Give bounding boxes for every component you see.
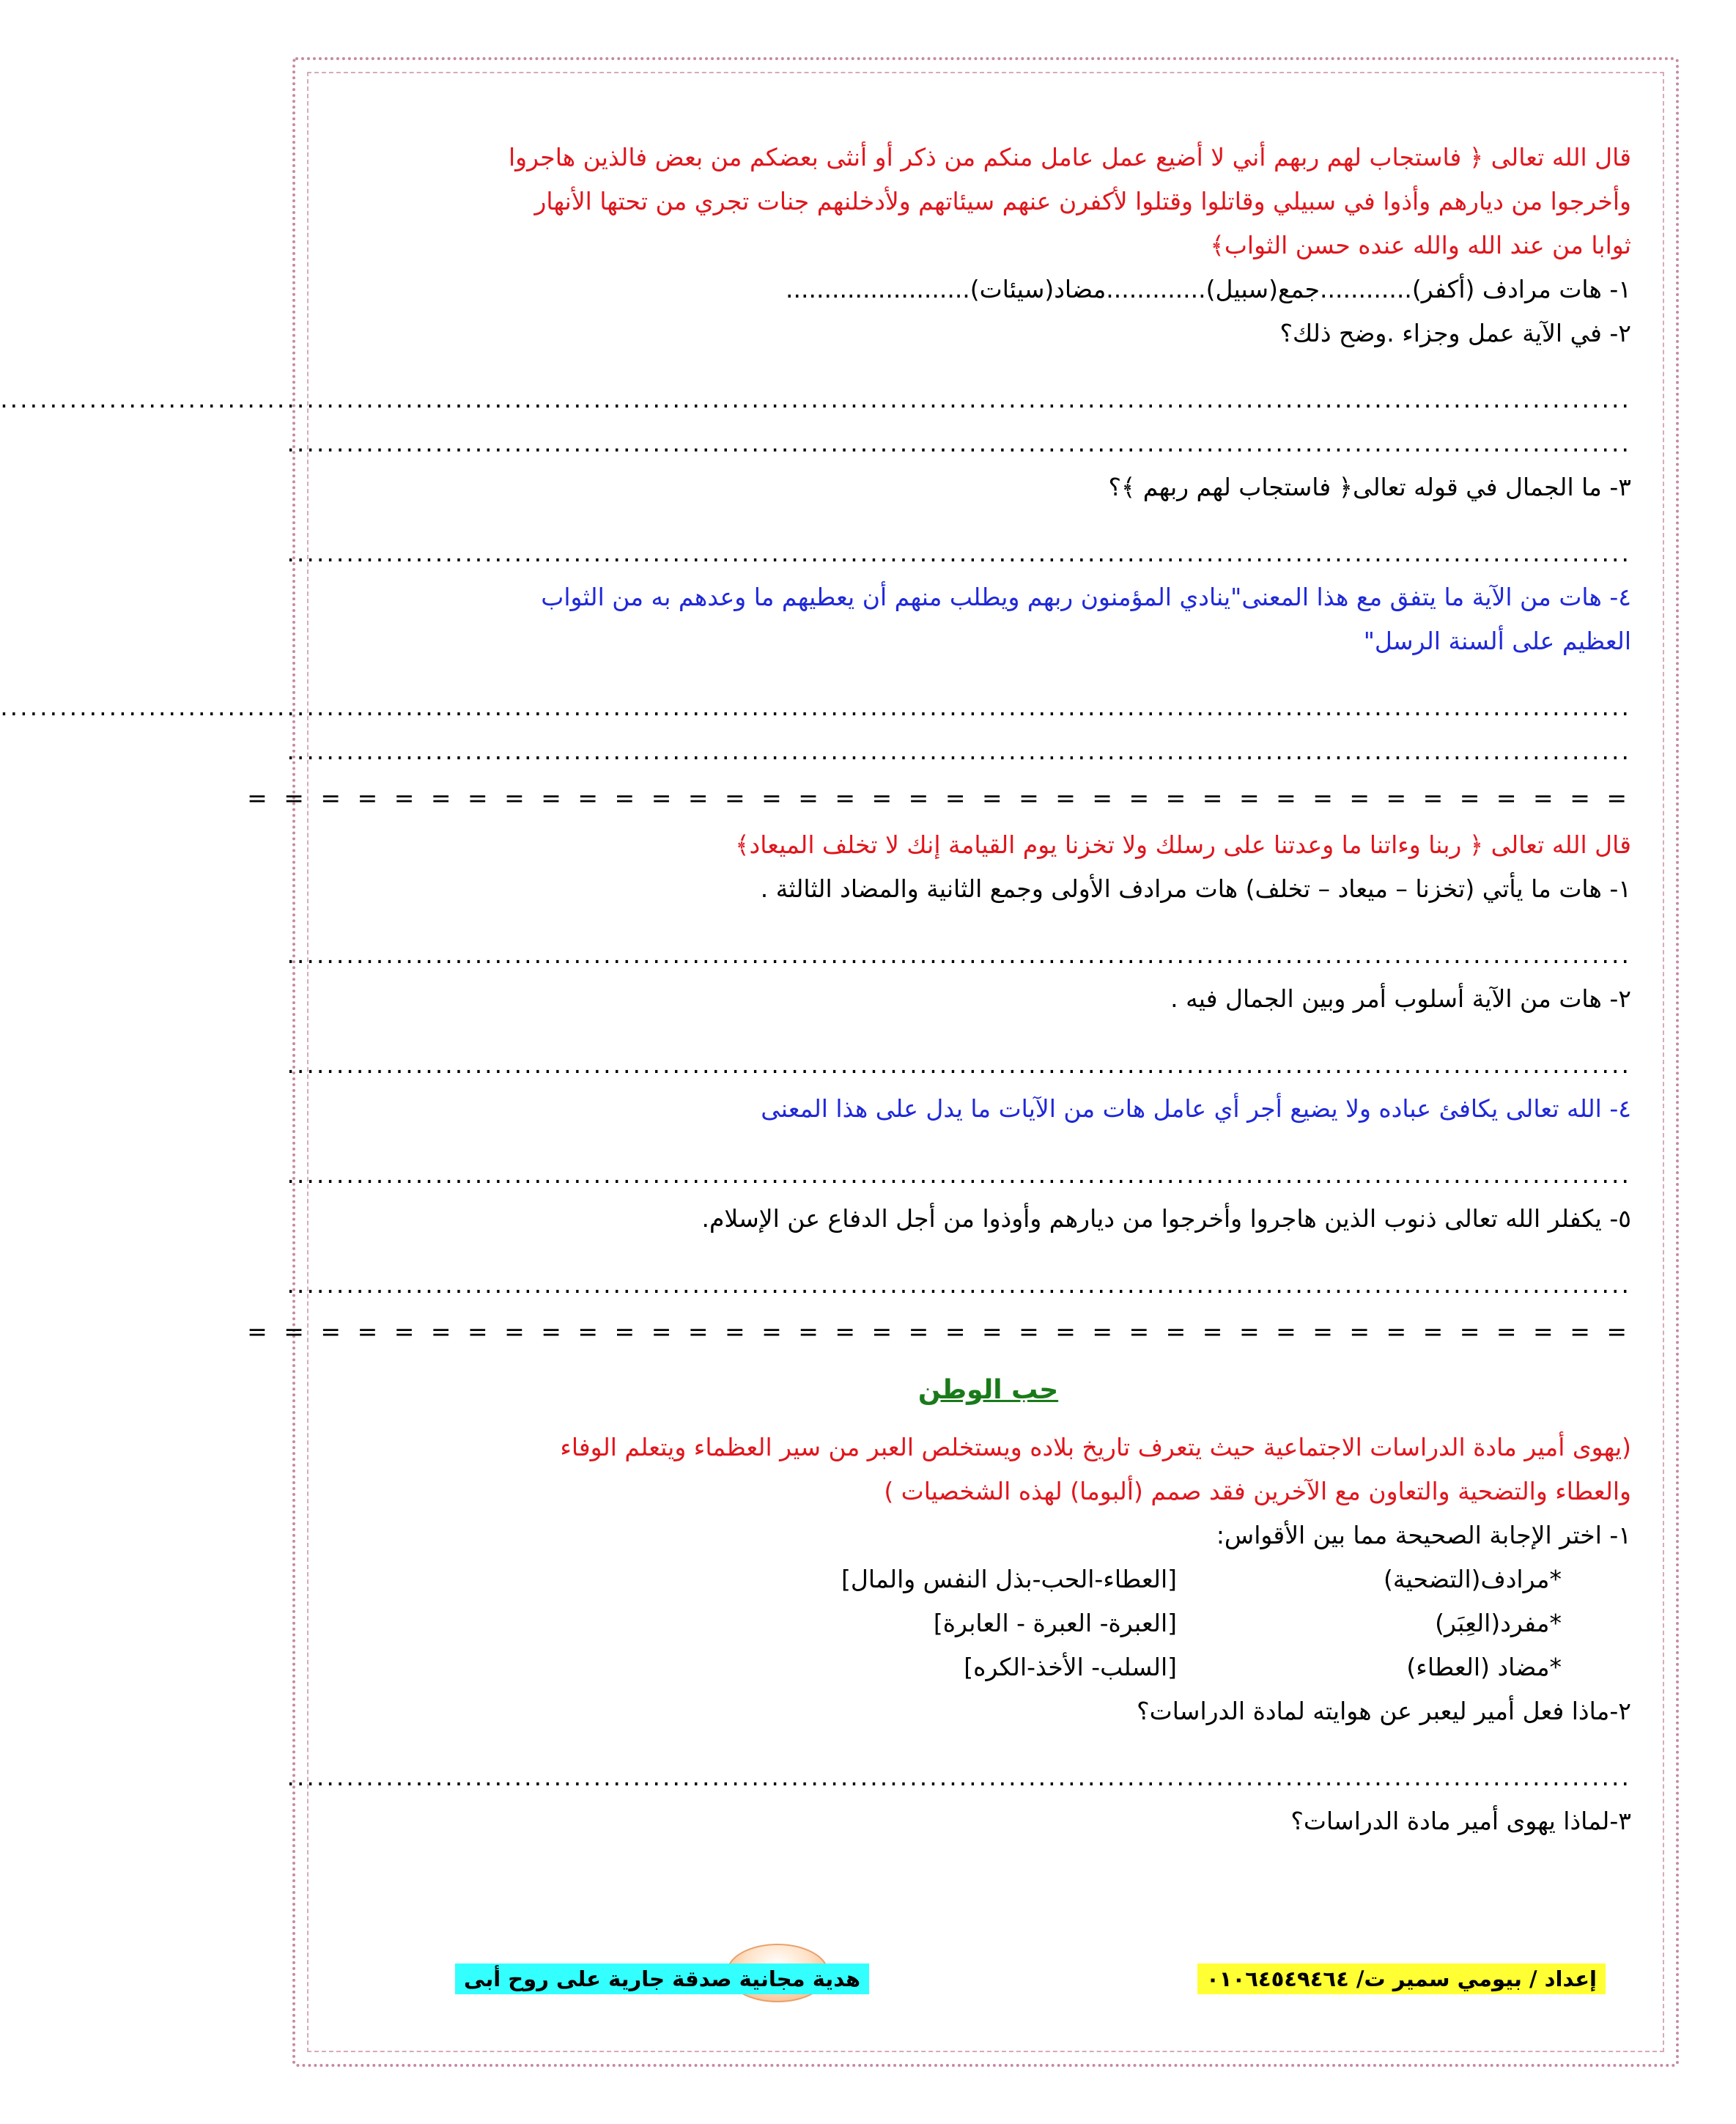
question-4-line-2: العظيم على ألسنة الرسل" [1363, 627, 1631, 655]
author-badge: إعداد / بيومي سمير ت/ ٠١٠٦٤٥٤٩٤٦٤ [1197, 1963, 1606, 1994]
question-2-5: ٥- يكفلر الله تعالى ذنوب الذين هاجروا وأخرجوا من ديارهم وأوذوا من أجل الدفاع عن الإسلام. [701, 1204, 1631, 1233]
answer-line[interactable]: ........................................................................................................................................ [287, 1050, 1631, 1079]
question-2-4: ٤- الله تعالى يكافئ عباده ولا يضيع أجر أي عامل هات من الآيات ما يدل على هذا المعنى [761, 1094, 1631, 1123]
intro-line-2: والعطاء والتضحية والتعاون مع الآخرين فقد صمم (ألبوما) لهذه الشخصيات ) [884, 1477, 1631, 1505]
section-separator: = = = = = = = = = = = = = = = = = = = = = = = = = = = = = = = = = = = = = = [247, 1317, 1631, 1346]
intro-line-1: (يهوى أمير مادة الدراسات الاجتماعية حيث يتعرف تاريخ بلاده ويستخلص العبر من سير العظماء ويتعلم الوفاء [560, 1433, 1631, 1461]
worksheet-content [0, 136, 1631, 1843]
question-3-3: ٣-لماذا يهوى أمير مادة الدراسات؟ [1290, 1807, 1631, 1835]
question-2: ٢- في الآية عمل وجزاء .وضح ذلك؟ [1279, 319, 1631, 347]
question-2-1: ١- هات ما يأتي (تخزنا – ميعاد – تخلف) هات مرادف الأولى وجمع الثانية والمضاد الثالثة . [760, 874, 1631, 903]
answer-line[interactable]: ..................................................................................................................................................................... [0, 693, 1631, 721]
footer [455, 1953, 1606, 2005]
question-1: ١- هات مرادف (أكفر)............جمع(سبيل).............مضاد(سيئات)........................ [786, 275, 1631, 303]
verse-line-1: قال الله تعالى ﴿ فاستجاب لهم ربهم أني لا أضيع عمل عامل منكم من ذكر أو أنثى بعضكم من بعض فالذين هاجروا [508, 143, 1631, 172]
choice-row [345, 1557, 1631, 1601]
question-2-2: ٢- هات من الآية أسلوب أمر وبين الجمال فيه . [1170, 984, 1631, 1013]
choice-row [345, 1645, 1631, 1689]
section-separator: = = = = = = = = = = = = = = = = = = = = = = = = = = = = = = = = = = = = = = [247, 783, 1631, 812]
question-3: ٣- ما الجمال في قوله تعالى﴿ فاستجاب لهم ربهم ﴾؟ [1108, 473, 1631, 501]
answer-line[interactable]: ........................................................................................................................................ [287, 539, 1631, 567]
question-3-2: ٢-ماذا فعل أمير ليعبر عن هوايته لمادة الدراسات؟ [1137, 1697, 1631, 1725]
answer-line[interactable]: ........................................................................................................................................ [287, 1763, 1631, 1791]
answer-line[interactable]: ........................................................................................................................................ [287, 1160, 1631, 1189]
verse-line-2: وأخرجوا من ديارهم وأذوا في سبيلي وقاتلوا وقتلوا لأكفرن عنهم سيئاتهم ولأدخلنهم جنات تجري من تحتها الأنهار [534, 187, 1631, 215]
section-title: حب الوطن [917, 1375, 1059, 1405]
choice-options[interactable]: [السلب- الأخذ-الكره] [964, 1653, 1177, 1681]
answer-line[interactable]: ........................................................................................................................................ [287, 1270, 1631, 1299]
verse-2: قال الله تعالى ﴿ ربنا وءاتنا ما وعدتنا على رسلك ولا تخزنا يوم القيامة إنك لا تخلف الميعاد﴾ [735, 830, 1631, 859]
question-3-1: ١- اختر الإجابة الصحيحة مما بين الأقواس: [1216, 1521, 1631, 1549]
gift-badge: هدية مجانية صدقة جارية على روح أبى [455, 1963, 869, 1994]
choice-options[interactable]: [العطاء-الحب-بذل النفس والمال] [841, 1565, 1177, 1593]
answer-line[interactable]: ..................................................................................................................................................................... [0, 385, 1631, 413]
choice-row [345, 1601, 1631, 1645]
choice-options[interactable]: [العبرة- العبرة - العابرة] [933, 1609, 1177, 1637]
verse-line-3: ثوابا من عند الله والله عنده حسن الثواب﴾ [1210, 231, 1631, 259]
choice-prompt: *مضاد (العطاء) [1406, 1653, 1562, 1681]
choice-prompt: *مرادف(التضحية) [1384, 1565, 1562, 1593]
question-4-line-1: ٤- هات من الآية ما يتفق مع هذا المعنى"ينادي المؤمنون ربهم ويطلب منهم أن يعطيهم ما وعدهم به من الثواب [541, 583, 1631, 611]
answer-line[interactable]: ........................................................................................................................................ [287, 940, 1631, 969]
choice-prompt: *مفرد(العِبَر) [1435, 1609, 1562, 1637]
answer-line[interactable]: ........................................................................................................................................ [287, 429, 1631, 457]
answer-line[interactable]: ........................................................................................................................................ [287, 737, 1631, 765]
